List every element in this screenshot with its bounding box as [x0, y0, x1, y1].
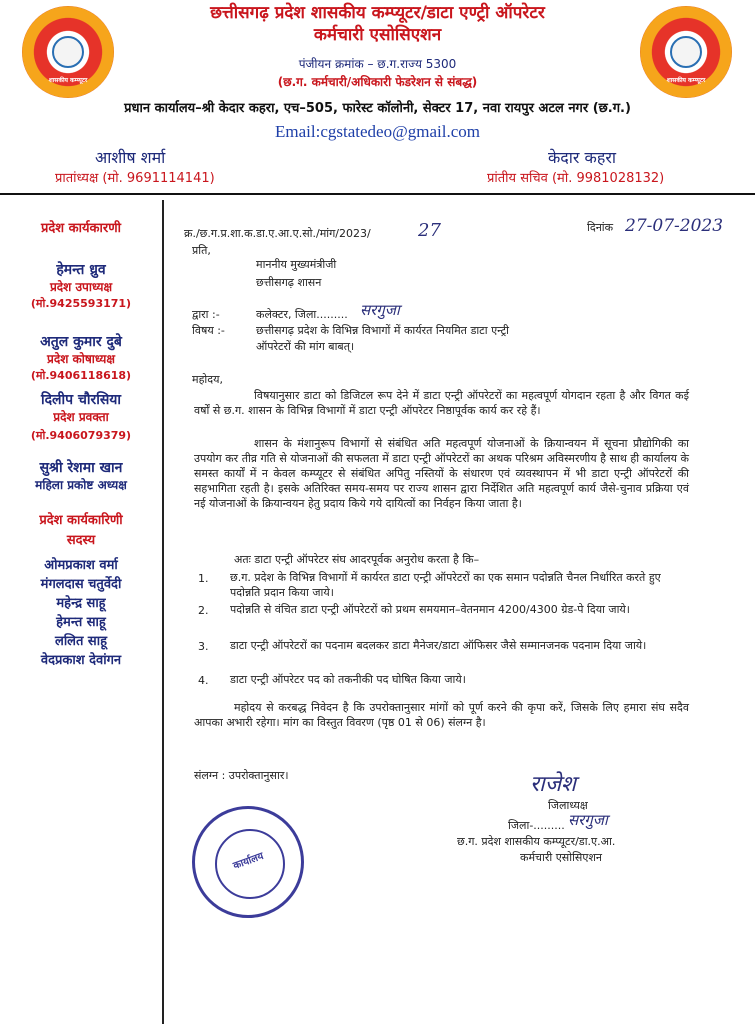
stamp-text: कार्यालय: [231, 850, 266, 872]
members-subheading: सदस्य: [66, 533, 96, 548]
signatory-title: जिलाध्यक्ष: [548, 799, 588, 812]
header-divider: [0, 193, 755, 195]
enclosure-note: संलग्न : उपरोक्तानुसार।: [194, 769, 289, 782]
officer-phone: (मो.9406118618): [30, 369, 132, 382]
recipient-line2: छत्तीसगढ़ शासन: [256, 276, 322, 289]
signatory-district-handwritten: सरगुजा: [568, 811, 608, 829]
org-registration-block: [100, 55, 655, 91]
signatory-org-line1: छ.ग. प्रदेश शासकीय कम्प्यूटर/डा.ए.आ.: [457, 835, 616, 848]
logo-text: शासकीय कम्प्यूटर: [666, 77, 706, 84]
secretary-name: केदार कहरा: [548, 148, 617, 167]
date-label: दिनांक: [587, 221, 614, 234]
email-address: Email:cgstatedeo@gmail.com: [275, 122, 480, 141]
demand-item: डाटा एन्ट्री ऑपरेटर पद को तकनीकी पद घोषित किया जाये।: [230, 673, 466, 686]
subject-line2: ऑपरेटरों की मांग बाबत्।: [256, 340, 355, 353]
reference-number: क्र./छ.ग.प्र.शा.क.डा.ए.आ.ए.सो./मांग/2023/: [184, 227, 371, 240]
via-district-handwritten: सरगुजा: [360, 301, 400, 319]
president-role: प्रातांध्यक्ष (मो. 9691114141): [55, 171, 215, 186]
officer-name: दिलीप चौरसिया: [40, 392, 122, 408]
signatory-org-line2: कर्मचारी एसोसिएशन: [520, 851, 603, 864]
officer-phone: (मो.9406079379): [30, 429, 132, 442]
paragraph-1: विषयानुसार डाटा को डिजिटल रूप देने में डाटा एन्ट्री ऑपरेटरों का महत्वपूर्ण योगदान रहता है और विगत कई वर्षों से छ.ग. शासन के विभिन्न विभागों में डाटा एन्ट्री ऑपरेटर निष्ठापूर्वक कार्य कर रहे हैं।: [194, 389, 689, 417]
demand-item: पदोन्नति से वंचित डाटा एन्ट्री ऑपरेटरों को प्रथम समयमान–वेतनमान 4200/4300 ग्रेड-पे दिया जाये।: [230, 603, 630, 616]
reference-number-handwritten: 27: [418, 220, 441, 241]
paragraph-4: महोदय से करबद्ध निवेदन है कि उपरोक्तानुसार मांगों को पूर्ण करने की कृपा करें, जिसके लिए हमारा संघ सदैव आपका अभारी रहेगा। मांग का विस्तुत विवरण (पृष्ठ 01 से 06) संलग्न है।: [194, 701, 689, 729]
item-number: 4.: [198, 674, 209, 687]
officer-name: हेमन्त ध्रुव: [56, 262, 106, 278]
executive-sidebar: [0, 200, 164, 1024]
member-name: हेमन्त साहू: [56, 615, 106, 630]
subject-label: विषय :-: [192, 324, 225, 337]
sidebar-heading: प्रदेश कार्यकारणी: [41, 221, 121, 236]
date-handwritten: 27-07-2023: [625, 216, 724, 236]
officer-role: महिला प्रकोष्ट अध्यक्ष: [35, 478, 127, 492]
affiliation: (छ.ग. कर्मचारी/अधिकारी फेडरेशन से संबद्ध): [277, 75, 478, 89]
signatory-district: जिला-.........: [508, 819, 565, 832]
president-name: आशीष शर्मा: [95, 148, 166, 167]
subject-line1: छत्तीसगढ़ प्रदेश के विभिन्न विभागों में कार्यरत नियमित डाटा एन्ट्री: [256, 324, 509, 337]
secretary-role: प्रांतीय सचिव (मो. 9981028132): [487, 171, 665, 186]
recipient-line1: माननीय मुख्यमंत्रीजी: [256, 258, 337, 271]
member-name: महेन्द्र साहू: [56, 596, 106, 611]
member-name: मंगलदास चतुर्वेदी: [40, 577, 122, 592]
officer-name: अतुल कुमार दुबे: [40, 334, 122, 350]
org-title-line1: छत्तीसगढ़ प्रदेश शासकीय कम्प्यूटर/डाटा एण्ट्री ऑपरेटर: [210, 3, 545, 23]
item-number: 3.: [198, 640, 209, 653]
member-name: वेदप्रकाश देवांगन: [40, 653, 122, 668]
officer-role: प्रदेश उपाध्यक्ष: [49, 280, 113, 294]
logo-emblem: [670, 36, 702, 68]
org-title: [100, 2, 655, 46]
member-name: ओमप्रकाश वर्मा: [44, 558, 118, 573]
org-title-line2: कर्मचारी एसोसिएशन: [313, 25, 442, 45]
officer-name: सुश्री रेशमा खान: [39, 460, 123, 476]
officer-role: प्रदेश कोषाध्यक्ष: [47, 352, 115, 366]
officer-phone: (मो.9425593171): [30, 297, 132, 310]
member-name: ललित साहू: [55, 634, 107, 649]
office-stamp: [192, 806, 304, 918]
to-label: प्रति,: [192, 244, 211, 257]
registration-number: पंजीयन क्रमांक – छ.ग.राज्य 5300: [298, 57, 457, 71]
salutation: महोदय,: [192, 373, 223, 386]
signature: राजेश: [530, 772, 576, 797]
item-number: 2.: [198, 604, 209, 617]
via-text: कलेक्टर, जिला.........: [256, 308, 348, 321]
paragraph-3: अतः डाटा एन्ट्री ऑपरेटर संघ आदरपूर्वक अनुरोध करता है कि–: [234, 553, 480, 566]
demand-item: डाटा एन्ट्री ऑपरेटरों का पदनाम बदलकर डाटा मैनेजर/डाटा ऑफिसर जैसे सम्मानजनक पदनाम दिया जाये।: [230, 639, 647, 652]
logo-emblem: [52, 36, 84, 68]
members-heading: प्रदेश कार्यकारिणी: [39, 513, 123, 528]
item-number: 1.: [198, 572, 209, 585]
officer-role: प्रदेश प्रवक्ता: [53, 410, 109, 424]
logo-text: शासकीय कम्प्यूटर: [48, 77, 88, 84]
via-label: द्वारा :-: [192, 308, 220, 321]
demand-item: छ.ग. प्रदेश के विभिन्न विभागों में कार्यरत डाटा एन्ट्री ऑपरेटरों का एक समान पदोन्नति चैनल निर्धारित करते हुए पदोन्नति प्रदान किया जाये।: [230, 571, 661, 599]
head-office-address: प्रधान कार्यालय–श्री केदार कहरा, एच–505, फारेस्ट कॉलोनी, सेक्टर 17, नवा रायपुर अटल नगर (छ.ग.): [124, 101, 631, 116]
paragraph-2: शासन के मंशानुरूप विभागों से संबंधित अति महत्वपूर्ण योजनाओं के क्रियान्वयन में सूचना प्रौद्योगिकी का उपयोग कर तीव्र गति से योजनाओं की सफलता में डाटा एन्ट्री ऑपरेटरों का अथक परिश्रम अविस्मरणीय है साथ ही कार्यालय के समस्त कार्यों में न केवल कम्प्यूटर से संबंधित अपितु नस्तियों के संधारण एवं व्यवस्थापन में भी डाटा एन्ट्री ऑपरेटरों की सहभागिता रहती है। इसके अतिरिक्त समय-समय पर राज्य शासन द्वारा निर्देशित अति महत्वपूर्ण कार्य जैसे-चुनाव प्रक्रिया एवं नई योजनाओं के क्रियान्वयन हेतु प्रदाय किये गये दायित्वों का निर्वहन किया जाता है।: [194, 437, 689, 510]
